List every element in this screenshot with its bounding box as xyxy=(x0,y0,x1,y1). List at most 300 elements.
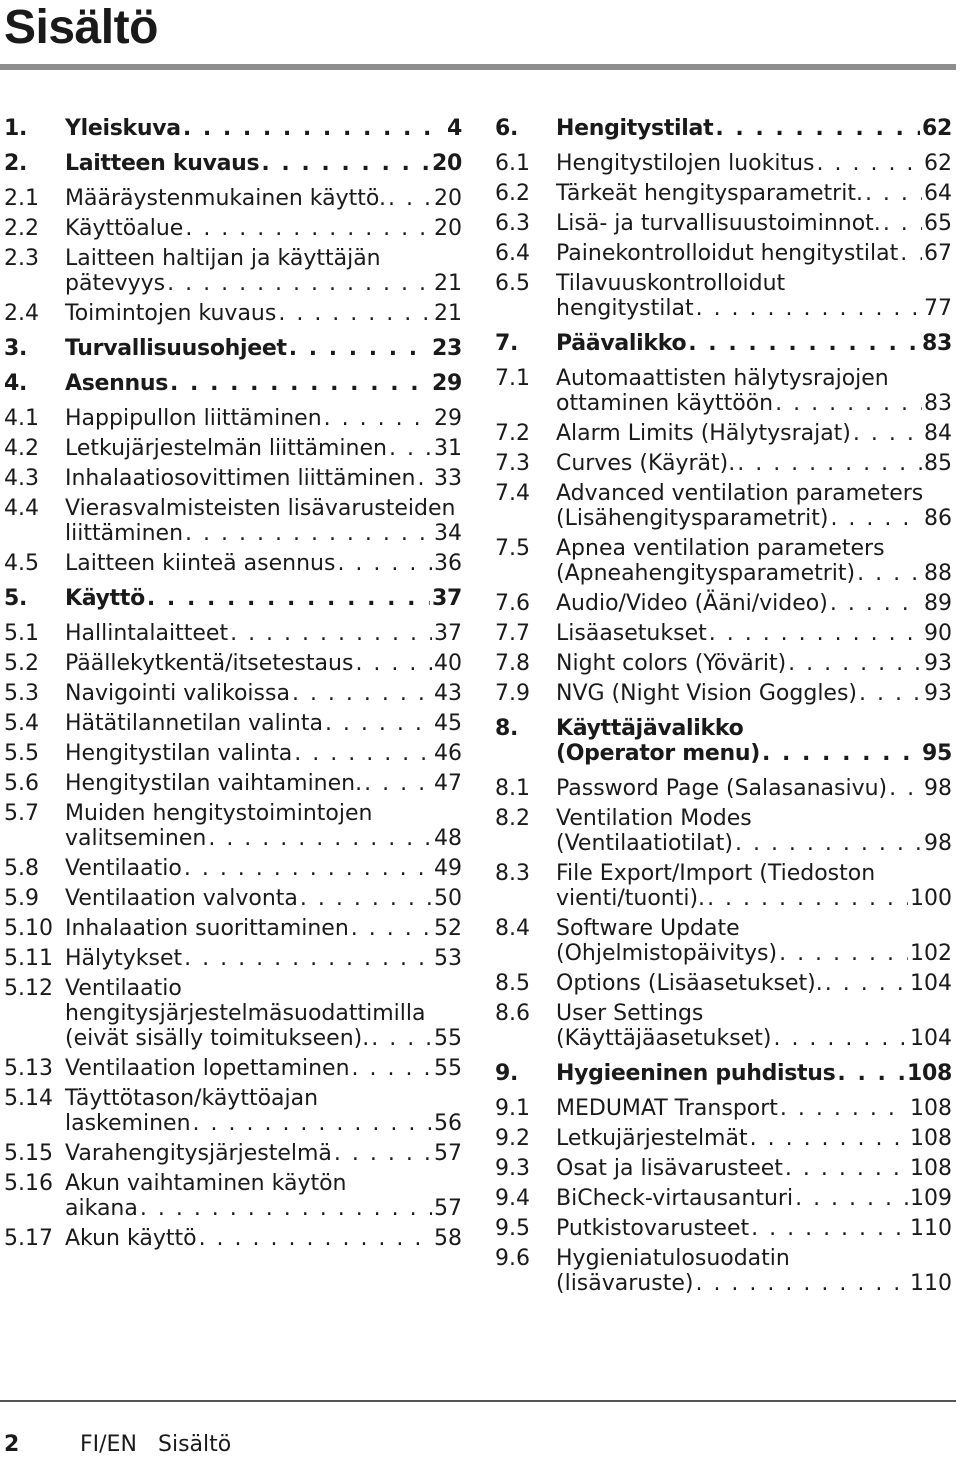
toc-entry xyxy=(4,496,462,546)
toc-entry-number: 5.7 xyxy=(4,801,39,826)
dot-leader xyxy=(898,241,922,266)
toc-entry xyxy=(495,241,952,266)
toc-entry-title-line: Täyttötason/käyttöajan xyxy=(65,1086,319,1111)
toc-entry-page: 33 xyxy=(434,466,462,491)
toc-entry xyxy=(495,861,952,911)
toc-entry-title: Ventilaatio xyxy=(65,856,182,881)
dot-leader xyxy=(197,1226,432,1251)
toc-entry-title: Painekontrolloidut hengitystilat xyxy=(556,241,899,266)
toc-entry-page: 108 xyxy=(910,1126,952,1151)
toc-entry-title: Putkistovarusteet xyxy=(556,1216,750,1241)
toc-entry xyxy=(4,856,462,881)
toc-entry-number: 2.4 xyxy=(4,301,39,326)
dot-leader xyxy=(287,336,430,361)
footer-language: FI/EN xyxy=(80,1432,137,1457)
dot-leader xyxy=(369,1026,432,1051)
toc-entry-number: 9.6 xyxy=(495,1246,530,1271)
toc-entry-number: 5.8 xyxy=(4,856,39,881)
toc-entry xyxy=(495,971,952,996)
dot-leader xyxy=(182,946,432,971)
dot-leader xyxy=(349,916,432,941)
toc-entry-title: (Apneahengitysparametrit) xyxy=(556,561,856,586)
toc-entry-title: Varahengitysjärjestelmä xyxy=(65,1141,332,1166)
toc-entry-title-line: Muiden hengitystoimintojen xyxy=(65,801,373,826)
toc-entry xyxy=(495,1156,952,1181)
toc-entry xyxy=(4,1141,462,1166)
toc-entry xyxy=(495,271,952,321)
toc-entry-page: 62 xyxy=(921,116,952,141)
dot-leader xyxy=(857,681,922,706)
toc-entry-page: 93 xyxy=(924,681,952,706)
toc-entry-title: Ventilaation valvonta xyxy=(65,886,298,911)
toc-entry xyxy=(4,771,462,796)
toc-entry-title: liittäminen xyxy=(65,521,184,546)
dot-leader xyxy=(168,371,430,396)
dot-leader xyxy=(694,296,922,321)
toc-entry-page: 65 xyxy=(924,211,952,236)
toc-entry-title-line: Laitteen haltijan ja käyttäjän xyxy=(65,246,381,271)
dot-leader xyxy=(362,771,432,796)
dot-leader xyxy=(335,551,432,576)
toc-chapter-entry xyxy=(4,336,462,361)
toc-entry xyxy=(495,1001,952,1051)
toc-entry-title: Asennus xyxy=(65,371,169,396)
dot-leader xyxy=(863,181,922,206)
toc-entry-title: Audio/Video (Ääni/video) xyxy=(556,591,828,616)
dot-leader xyxy=(228,621,432,646)
toc-entry-number: 4.1 xyxy=(4,406,39,431)
dot-leader xyxy=(783,1156,908,1181)
toc-entry-title: Osat ja lisävarusteet xyxy=(556,1156,783,1181)
toc-entry-number: 7.4 xyxy=(495,481,530,506)
dot-leader xyxy=(191,1111,432,1136)
toc-entry-title: hengitystilat xyxy=(556,296,694,321)
toc-entry-page: 57 xyxy=(434,1196,462,1221)
toc-entry xyxy=(4,186,462,211)
toc-entry xyxy=(4,916,462,941)
toc-entry-title: Hälytykset xyxy=(65,946,183,971)
toc-entry xyxy=(4,976,462,1051)
toc-entry-title: Hengitystilojen luokitus xyxy=(556,151,815,176)
toc-entry-number: 6.4 xyxy=(495,241,530,266)
dot-leader xyxy=(735,451,922,476)
toc-entry-title-line: Automaattisten hälytysrajojen xyxy=(556,366,889,391)
dot-leader xyxy=(748,1126,908,1151)
toc-entry-number: 7.3 xyxy=(495,451,530,476)
toc-entry-number: 4. xyxy=(4,371,28,396)
toc-entry-page: 53 xyxy=(434,946,462,971)
toc-entry-number: 5.5 xyxy=(4,741,39,766)
toc-entry-title: Toimintojen kuvaus xyxy=(65,301,277,326)
toc-entry-page: 20 xyxy=(431,151,462,176)
toc-entry-number: 9.4 xyxy=(495,1186,530,1211)
toc-entry-title-line: Advanced ventilation parameters xyxy=(556,481,924,506)
toc-entry-number: 9.2 xyxy=(495,1126,530,1151)
toc-entry xyxy=(495,916,952,966)
toc-entry-title: ottaminen käyttöön xyxy=(556,391,774,416)
toc-entry-page: 104 xyxy=(910,1026,952,1051)
toc-entry-page: 23 xyxy=(431,336,462,361)
toc-entry-page: 34 xyxy=(434,521,462,546)
dot-leader xyxy=(835,1061,905,1086)
dot-leader xyxy=(183,216,432,241)
toc-entry-number: 6.1 xyxy=(495,151,530,176)
dot-leader xyxy=(749,1216,908,1241)
toc-entry-title: NVG (Night Vision Goggles) xyxy=(556,681,858,706)
toc-entry xyxy=(495,181,952,206)
toc-entry-title: Yleiskuva xyxy=(65,116,181,141)
toc-entry-number: 7.8 xyxy=(495,651,530,676)
toc-entry-title-line: Käyttäjävalikko xyxy=(556,716,744,741)
toc-chapter-entry xyxy=(4,586,462,611)
toc-entry-title: BiCheck-virtausanturi xyxy=(556,1186,794,1211)
dot-leader xyxy=(290,681,432,706)
toc-entry xyxy=(4,436,462,461)
dot-leader xyxy=(823,971,908,996)
toc-entry xyxy=(4,246,462,296)
dot-leader xyxy=(138,1196,432,1221)
dot-leader xyxy=(181,116,445,141)
toc-right-column xyxy=(495,108,952,1301)
toc-entry-title-line: Ventilation Modes xyxy=(556,806,752,831)
toc-entry-title: Hätätilannetilan valinta xyxy=(65,711,323,736)
dot-leader xyxy=(851,421,922,446)
toc-entry xyxy=(495,1186,952,1211)
toc-entry-number: 5.12 xyxy=(4,976,53,1001)
toc-entry xyxy=(495,451,952,476)
toc-entry-title: Tärkeät hengitysparametrit. xyxy=(556,181,863,206)
toc-entry-title: Turvallisuusohjeet xyxy=(65,336,287,361)
dot-leader xyxy=(323,711,432,736)
toc-entry-title: Päävalikko xyxy=(556,331,687,356)
toc-entry-page: 57 xyxy=(434,1141,462,1166)
toc-entry-title: (lisävaruste) xyxy=(556,1271,694,1296)
dot-leader xyxy=(350,1056,432,1081)
toc-entry-title: Night colors (Yövärit) xyxy=(556,651,787,676)
dot-leader xyxy=(786,651,922,676)
dot-leader xyxy=(387,436,432,461)
toc-entry-title-line: Ventilaatio xyxy=(65,976,182,1001)
toc-entry-title: Määräystenmukainen käyttö. xyxy=(65,186,386,211)
toc-entry-page: 83 xyxy=(924,391,952,416)
toc-entry-number: 7.1 xyxy=(495,366,530,391)
toc-entry xyxy=(4,301,462,326)
toc-entry-title: Käyttöalue xyxy=(65,216,184,241)
toc-entry-page: 58 xyxy=(434,1226,462,1251)
dot-leader xyxy=(183,521,432,546)
toc-entry-number: 7.5 xyxy=(495,536,530,561)
toc-entry-title-line: hengitysjärjestelmäsuodattimilla xyxy=(65,1001,426,1026)
toc-entry-page: 40 xyxy=(434,651,462,676)
toc-entry xyxy=(4,886,462,911)
toc-entry-number: 5.17 xyxy=(4,1226,53,1251)
toc-entry-title: (Lisähengitysparametrit) xyxy=(556,506,829,531)
dot-leader xyxy=(713,116,920,141)
dot-leader xyxy=(760,741,920,766)
toc-chapter-entry xyxy=(4,151,462,176)
toc-entry-title: Letkujärjestelmän liittäminen xyxy=(65,436,387,461)
dot-leader xyxy=(332,1141,432,1166)
toc-entry-page: 89 xyxy=(924,591,952,616)
toc-entry-page: 20 xyxy=(434,216,462,241)
toc-entry-title: Lisä- ja turvallisuustoiminnot. xyxy=(556,211,881,236)
title-divider xyxy=(0,64,956,70)
toc-entry-title: (Ventilaatiotilat) xyxy=(556,831,733,856)
toc-entry-title: valitseminen xyxy=(65,826,207,851)
toc-entry-page: 20 xyxy=(434,186,462,211)
dot-leader xyxy=(145,586,430,611)
toc-entry-page: 56 xyxy=(434,1111,462,1136)
toc-entry xyxy=(4,681,462,706)
toc-entry xyxy=(495,651,952,676)
toc-entry-title: Hygieeninen puhdistus xyxy=(556,1061,836,1086)
toc-entry-number: 5.9 xyxy=(4,886,39,911)
toc-entry-title: Ventilaation lopettaminen xyxy=(65,1056,350,1081)
toc-entry-page: 45 xyxy=(434,711,462,736)
toc-entry-page: 4 xyxy=(446,116,462,141)
toc-entry-title: (eivät sisälly toimitukseen). xyxy=(65,1026,370,1051)
toc-entry-page: 104 xyxy=(910,971,952,996)
toc-entry xyxy=(4,711,462,736)
toc-entry-title: Hengitystilan valinta xyxy=(65,741,293,766)
toc-entry-page: 55 xyxy=(434,1026,462,1051)
toc-entry-title: Päällekytkentä/itsetestaus xyxy=(65,651,354,676)
toc-entry xyxy=(4,1226,462,1251)
toc-entry-number: 2. xyxy=(4,151,28,176)
toc-entry-page: 48 xyxy=(434,826,462,851)
toc-entry-number: 9.3 xyxy=(495,1156,530,1181)
toc-entry-page: 108 xyxy=(910,1096,952,1121)
footer-divider xyxy=(0,1400,956,1402)
dot-leader xyxy=(773,391,922,416)
dot-leader xyxy=(855,561,922,586)
toc-entry-number: 8.2 xyxy=(495,806,530,831)
toc-entry-page: 52 xyxy=(434,916,462,941)
toc-entry-page: 95 xyxy=(921,741,952,766)
dot-leader xyxy=(259,151,430,176)
toc-entry-number: 4.5 xyxy=(4,551,39,576)
toc-entry-number: 4.2 xyxy=(4,436,39,461)
toc-entry xyxy=(495,481,952,531)
dot-leader xyxy=(881,211,922,236)
dot-leader xyxy=(733,831,922,856)
toc-entry-page: 98 xyxy=(924,831,952,856)
toc-chapter-entry xyxy=(495,331,952,356)
toc-entry-page: 84 xyxy=(924,421,952,446)
dot-leader xyxy=(777,941,908,966)
toc-entry-page: 37 xyxy=(431,586,462,611)
toc-entry xyxy=(4,1171,462,1221)
toc-entry-title: Käyttö xyxy=(65,586,145,611)
toc-chapter-entry xyxy=(495,116,952,141)
toc-entry-page: 50 xyxy=(434,886,462,911)
toc-entry xyxy=(4,621,462,646)
toc-entry-title-line: Hygieniatulosuodatin xyxy=(556,1246,790,1271)
toc-entry xyxy=(495,681,952,706)
toc-entry-title: Alarm Limits (Hälytysrajat) xyxy=(556,421,851,446)
toc-entry xyxy=(4,741,462,766)
dot-leader xyxy=(815,151,923,176)
toc-entry xyxy=(4,651,462,676)
dot-leader xyxy=(705,886,908,911)
toc-entry-page: 64 xyxy=(924,181,952,206)
toc-entry-page: 21 xyxy=(434,301,462,326)
toc-entry-number: 6.5 xyxy=(495,271,530,296)
toc-entry xyxy=(4,1056,462,1081)
toc-entry-number: 5.2 xyxy=(4,651,39,676)
toc-entry-number: 9. xyxy=(495,1061,519,1086)
toc-entry-title: Options (Lisäasetukset). xyxy=(556,971,823,996)
toc-entry-title-line: Vierasvalmisteisten lisävarusteiden xyxy=(65,496,456,521)
toc-entry-number: 6. xyxy=(495,116,519,141)
toc-entry-page: 110 xyxy=(910,1271,952,1296)
toc-entry-number: 5.14 xyxy=(4,1086,53,1111)
toc-entry-number: 7. xyxy=(495,331,519,356)
toc-entry xyxy=(495,366,952,416)
toc-entry-number: 8.1 xyxy=(495,776,530,801)
toc-entry-title-line: Akun vaihtaminen käytön xyxy=(65,1171,347,1196)
toc-entry xyxy=(495,1216,952,1241)
toc-entry-number: 8.4 xyxy=(495,916,530,941)
dot-leader xyxy=(887,776,922,801)
toc-entry-title: Navigointi valikoissa xyxy=(65,681,290,706)
toc-entry-page: 37 xyxy=(434,621,462,646)
toc-entry-number: 2.1 xyxy=(4,186,39,211)
toc-entry-page: 109 xyxy=(910,1186,952,1211)
toc-entry xyxy=(495,591,952,616)
toc-entry-page: 43 xyxy=(434,681,462,706)
dot-leader xyxy=(276,301,432,326)
toc-entry xyxy=(495,1126,952,1151)
toc-entry-title: Letkujärjestelmät xyxy=(556,1126,748,1151)
toc-entry-page: 88 xyxy=(924,561,952,586)
toc-entry-title-line: Apnea ventilation parameters xyxy=(556,536,885,561)
toc-entry-page: 62 xyxy=(924,151,952,176)
toc-entry-title-line: File Export/Import (Tiedoston xyxy=(556,861,876,886)
toc-entry xyxy=(495,621,952,646)
toc-entry-number: 4.4 xyxy=(4,496,39,521)
dot-leader xyxy=(793,1186,908,1211)
toc-entry-page: 110 xyxy=(910,1216,952,1241)
toc-entry-page: 102 xyxy=(910,941,952,966)
toc-chapter-entry xyxy=(4,116,462,141)
toc-chapter-entry xyxy=(4,371,462,396)
dot-leader xyxy=(693,1271,908,1296)
dot-leader xyxy=(416,466,433,491)
toc-entry-page: 47 xyxy=(434,771,462,796)
toc-entry-number: 2.2 xyxy=(4,216,39,241)
toc-entry-page: 55 xyxy=(434,1056,462,1081)
dot-leader xyxy=(165,271,432,296)
toc-entry-page: 67 xyxy=(924,241,952,266)
toc-entry-number: 7.7 xyxy=(495,621,530,646)
dot-leader xyxy=(828,506,922,531)
dot-leader xyxy=(828,591,922,616)
dot-leader xyxy=(778,1096,908,1121)
toc-entry-number: 8.5 xyxy=(495,971,530,996)
toc-entry-page: 108 xyxy=(910,1156,952,1181)
toc-entry xyxy=(495,806,952,856)
toc-entry-number: 9.5 xyxy=(495,1216,530,1241)
toc-entry-number: 5.11 xyxy=(4,946,53,971)
toc-entry xyxy=(4,946,462,971)
toc-entry-page: 108 xyxy=(906,1061,952,1086)
toc-chapter-entry xyxy=(495,716,952,766)
toc-entry-page: 98 xyxy=(924,776,952,801)
toc-entry-title: (Käyttäjäasetukset) xyxy=(556,1026,772,1051)
toc-entry-number: 5. xyxy=(4,586,28,611)
toc-entry xyxy=(495,421,952,446)
toc-entry xyxy=(4,801,462,851)
toc-entry-title: Inhalaatiosovittimen liittäminen xyxy=(65,466,416,491)
toc-entry-page: 31 xyxy=(434,436,462,461)
toc-entry-number: 8. xyxy=(495,716,519,741)
toc-entry-number: 5.6 xyxy=(4,771,39,796)
toc-entry-title: Inhalaation suorittaminen xyxy=(65,916,349,941)
dot-leader xyxy=(322,406,432,431)
toc-entry-number: 5.13 xyxy=(4,1056,53,1081)
dot-leader xyxy=(707,621,922,646)
toc-entry xyxy=(4,466,462,491)
toc-entry-title: MEDUMAT Transport xyxy=(556,1096,778,1121)
toc-entry-title: Hallintalaitteet xyxy=(65,621,229,646)
toc-entry-title: aikana xyxy=(65,1196,138,1221)
toc-entry-number: 7.9 xyxy=(495,681,530,706)
toc-entry xyxy=(495,776,952,801)
toc-entry xyxy=(4,1086,462,1136)
dot-leader xyxy=(771,1026,908,1051)
toc-entry xyxy=(495,1096,952,1121)
toc-entry-page: 93 xyxy=(924,651,952,676)
dot-leader xyxy=(182,856,432,881)
footer-section: Sisältö xyxy=(158,1432,232,1457)
toc-entry-number: 5.10 xyxy=(4,916,53,941)
toc-entry-title: Hengitystilat xyxy=(556,116,714,141)
toc-entry xyxy=(4,551,462,576)
toc-entry-title: pätevyys xyxy=(65,271,166,296)
dot-leader xyxy=(206,826,432,851)
dot-leader xyxy=(353,651,432,676)
toc-entry-title-line: Software Update xyxy=(556,916,740,941)
toc-entry-number: 7.2 xyxy=(495,421,530,446)
toc-chapter-entry xyxy=(495,1061,952,1086)
toc-entry-title: Laitteen kuvaus xyxy=(65,151,260,176)
toc-entry-title: (Ohjelmistopäivitys) xyxy=(556,941,778,966)
page-title: Sisältö xyxy=(4,1,158,54)
toc-entry-title: Hengitystilan vaihtaminen. xyxy=(65,771,363,796)
toc-entry-number: 5.4 xyxy=(4,711,39,736)
toc-entry-number: 6.2 xyxy=(495,181,530,206)
toc-entry-number: 5.1 xyxy=(4,621,39,646)
toc-entry-page: 83 xyxy=(921,331,952,356)
toc-entry-page: 86 xyxy=(924,506,952,531)
toc-entry-title: Curves (Käyrät). xyxy=(556,451,736,476)
toc-entry-title: Laitteen kiinteä asennus xyxy=(65,551,336,576)
toc-entry-page: 85 xyxy=(924,451,952,476)
toc-entry-number: 8.6 xyxy=(495,1001,530,1026)
page-footer xyxy=(4,1433,231,1457)
toc-entry-number: 7.6 xyxy=(495,591,530,616)
toc-entry xyxy=(495,211,952,236)
toc-entry-title: Lisäasetukset xyxy=(556,621,707,646)
toc-entry-page: 77 xyxy=(924,296,952,321)
toc-left-column xyxy=(4,108,462,1256)
footer-page-number: 2 xyxy=(4,1432,20,1457)
toc-entry-page: 90 xyxy=(924,621,952,646)
toc-entry-number: 3. xyxy=(4,336,28,361)
toc-entry xyxy=(495,536,952,586)
toc-entry-title-line: Tilavuuskontrolloidut xyxy=(556,271,786,296)
